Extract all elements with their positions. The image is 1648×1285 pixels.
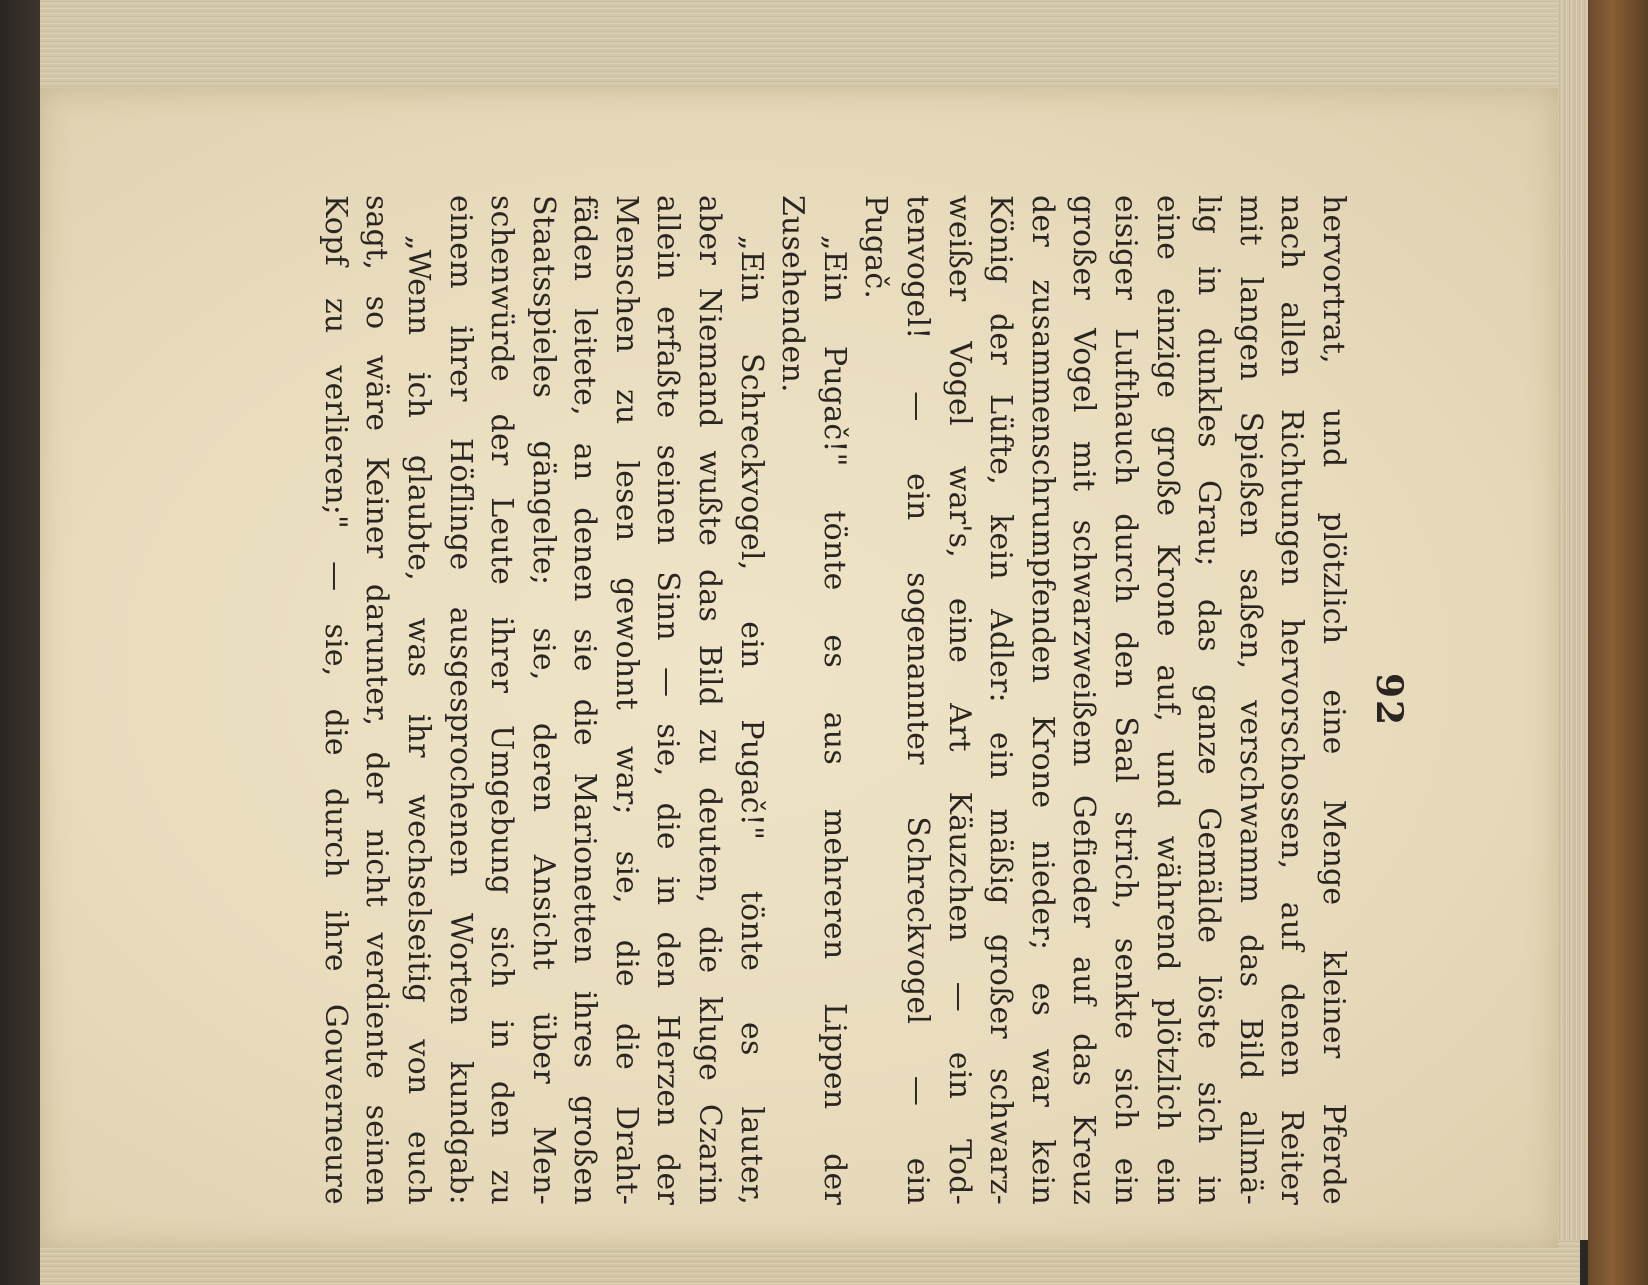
text-line: fäden leitete, an denen sie die Marionetten ihres großen [567,195,603,1205]
text-line: lig in dunkles Grau; das ganze Gemälde löste sich in [1191,195,1227,1205]
text-line: Kopf zu verlieren;" — sie, die durch ihre Gouverneure [317,195,353,1205]
text-line: schenwürde der Leute ihrer Umgebung sich in den zu [484,195,520,1205]
page-number: 92 [1368,672,1410,728]
page-edges-top [40,0,1588,94]
text-line: allein erfaßte seinen Sinn — sie, die in den Herzen der [650,195,686,1205]
text-line: einem ihrer Höflinge ausgesprochenen Worten kundgab: [442,195,478,1205]
page-text-block [290,195,1410,1205]
book-spine-right [1588,0,1648,1285]
text-line: der zusammenschrumpfenden Krone nieder; es war kein [1024,195,1060,1205]
text-line: Pugač. [858,195,894,300]
text-line: weißer Vogel war's, eine Art Käuzchen — ein Tod- [941,195,977,1205]
text-line: Zusehenden. [775,195,811,393]
text-line: „Ein Pugač!" tönte es aus mehreren Lippen der [816,235,852,1205]
text-line: eine einzige große Krone auf, und während plötzlich ein [1149,195,1185,1205]
text-line: „Wenn ich glaubte, was ihr wechselseitig von euch [400,235,436,1205]
text-line: aber Niemand wußte das Bild zu deuten, die kluge Czarin [692,195,728,1205]
page-edges-right [1558,0,1588,1240]
text-line: mit langen Spießen saßen, verschwamm das Bild allmä- [1232,195,1268,1205]
text-line: Staatsspieles gängelte; sie, deren Ansicht über Men- [525,195,561,1205]
text-line: nach allen Richtungen hervorschossen, auf denen Reiter [1274,195,1310,1205]
book-cover-left [0,0,40,1285]
text-line: eisiger Lufthauch durch den Saal strich, senkte sich ein [1108,195,1144,1205]
text-line: sagt, so wäre Keiner darunter, der nicht verdiente seinen [359,195,395,1205]
text-lines [314,195,1354,1205]
text-line: hervortrat, und plötzlich eine Menge kleiner Pferde [1316,195,1351,1205]
text-line: tenvogel! — ein sogenannter Schreckvogel — ein [900,195,936,1205]
text-line: „Ein Schreckvogel, ein Pugač!" tönte es lauter, [733,235,769,1205]
text-line: König der Lüfte, kein Adler: ein mäßig großer schwarz- [983,195,1019,1205]
text-line: Menschen zu lesen gewohnt war; sie, die die Draht- [608,195,644,1205]
text-line: großer Vogel mit schwarzweißem Gefieder auf das Kreuz [1066,195,1102,1205]
